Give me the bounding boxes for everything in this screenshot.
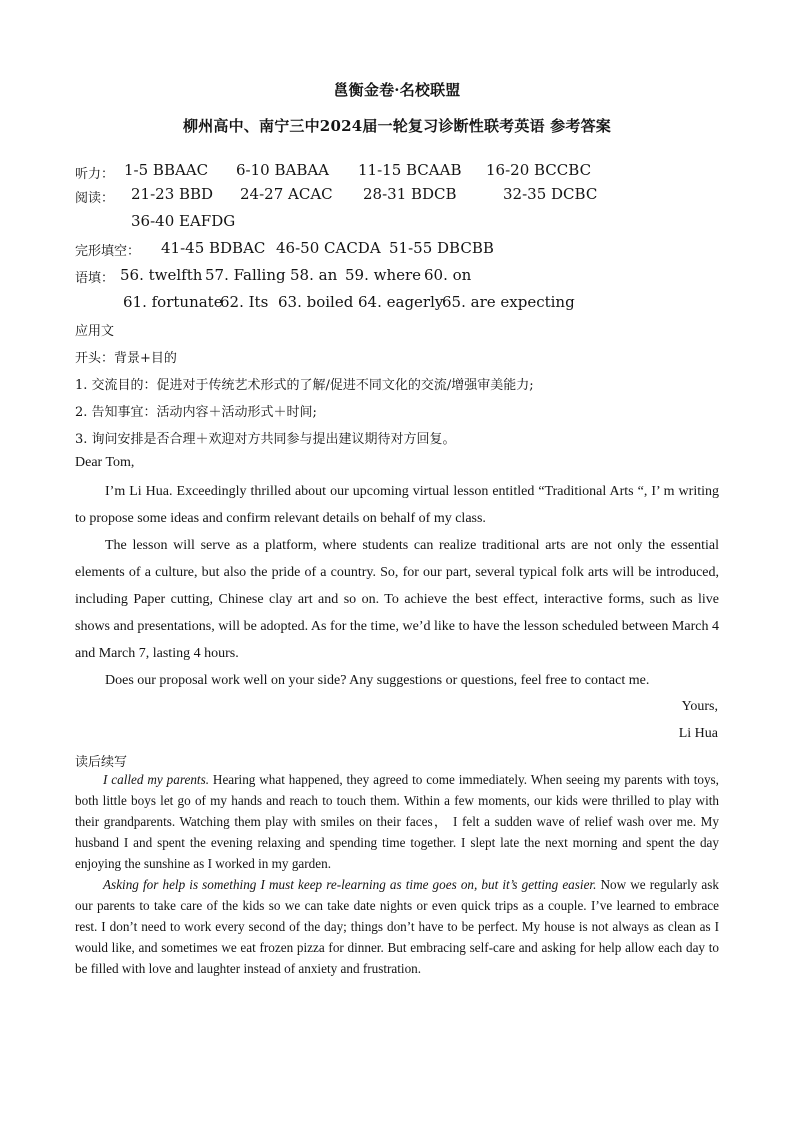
continuation-body: Hearing what happened, they agreed to come immediately. When seeing my parents with toys, both little boys let go of my hands and reach to touch them. Within a few moments, our kids were thrilled to play with their grandparents. Watching them play with smiles on their faces， I felt a sudden wave of relief wash over me. My husband I and spent the evening relaxing and spending time together. I slept late the next morning and spent the day enjoying the sunshine as I worked in my garden. xyxy=(75,772,719,871)
answer-group: 16-20 BCCBC xyxy=(486,161,592,179)
answer-item: 64. eagerly xyxy=(358,293,444,311)
writing-heading: 应用文 xyxy=(75,324,115,339)
writing-point: 1. 交流目的：促进对于传统艺术形式的了解/促进不同文化的交流/增强审美能力; xyxy=(75,378,534,393)
reading-label: 阅读： xyxy=(75,191,115,206)
answer-group: 24-27 ACAC xyxy=(240,185,333,203)
answer-group: 21-23 BBD xyxy=(131,185,214,203)
answer-group: 46-50 CACDA xyxy=(276,239,381,257)
letter-greeting: Dear Tom, xyxy=(75,455,135,470)
answer-group: 6-10 BABAA xyxy=(236,161,330,179)
grammar-label: 语填： xyxy=(75,271,115,286)
continuation-paragraph xyxy=(75,874,719,979)
answer-group: 28-31 BDCB xyxy=(363,185,457,203)
answer-item: 59. where xyxy=(345,266,422,284)
letter-paragraph: The lesson will serve as a platform, where students can realize traditional arts are not only the essential elements of a culture, but also the pride of a country. So, for our part, several typical folk arts will be introduced, including Paper cutting, Chinese clay art and so on. To achieve the best effect, interactive forms, such as live shows and presentations, will be adopted. As for the time, we’d like to have the lesson scheduled between March 4 and March 7, lasting 4 hours. xyxy=(75,538,719,661)
listening-label: 听力： xyxy=(75,167,115,182)
letter-closing: Yours, xyxy=(681,699,718,714)
answer-group: 51-55 DBCBB xyxy=(389,239,494,257)
answer-item: 65. are expecting xyxy=(442,293,575,311)
answer-group: 1-5 BBAAC xyxy=(124,161,209,179)
answer-group: 36-40 EAFDG xyxy=(131,212,236,230)
answer-item: 61. fortunate xyxy=(123,293,223,311)
answer-item: 56. twelfth xyxy=(120,266,203,284)
continuation-lead: I called my parents. xyxy=(103,772,210,787)
continuation-lead: Asking for help is something I must keep re-learning as time goes on, but it’s getting easier. xyxy=(103,877,597,892)
answer-group: 41-45 BDBAC xyxy=(161,239,266,257)
writing-opening: 开头：背景+目的 xyxy=(75,351,177,366)
page-title: 邕衡金卷·名校联盟 xyxy=(333,81,461,99)
answer-group: 32-35 DCBC xyxy=(503,185,598,203)
answer-item: 60. on xyxy=(424,266,472,284)
writing-point: 2. 告知事宜：活动内容＋活动形式＋时间; xyxy=(75,405,317,420)
letter-signature: Li Hua xyxy=(678,726,718,741)
letter-paragraph: I’m Li Hua. Exceedingly thrilled about our upcoming virtual lesson entitled “Traditional Arts “, I’ m writing to propose some ideas and confirm relevant details on behalf of my class. xyxy=(75,484,719,526)
answer-item: 63. boiled xyxy=(278,293,354,311)
continuation-paragraph xyxy=(75,769,719,874)
answer-group: 11-15 BCAAB xyxy=(358,161,462,179)
letter-paragraph: Does our proposal work well on your side? Any suggestions or questions, feel free to contact me. xyxy=(105,673,650,688)
writing-point: 3. 询问安排是否合理＋欢迎对方共同参与提出建议期待对方回复。 xyxy=(75,432,456,447)
continuation-heading: 读后续写 xyxy=(75,755,128,770)
cloze-label: 完形填空： xyxy=(75,244,141,259)
page-subtitle: 柳州高中、南宁三中2024届一轮复习诊断性联考英语 参考答案 xyxy=(183,117,611,135)
continuation-body: Now we regularly ask our parents to take care of the kids so we can take date nights or even quick trips as a couple. I’ve learned to embrace rest. I don’t need to work every second of the day; things don’t have to be perfect. My house is not always as clean as I would like, and sometimes we eat frozen pizza for dinner. But embracing self-care and asking for help allow each day to be filled with love and laughter instead of anxiety and frustration. xyxy=(75,877,719,976)
answer-item: 58. an xyxy=(290,266,338,284)
answer-item: 57. Falling xyxy=(205,266,286,284)
answer-item: 62. Its xyxy=(220,293,269,311)
